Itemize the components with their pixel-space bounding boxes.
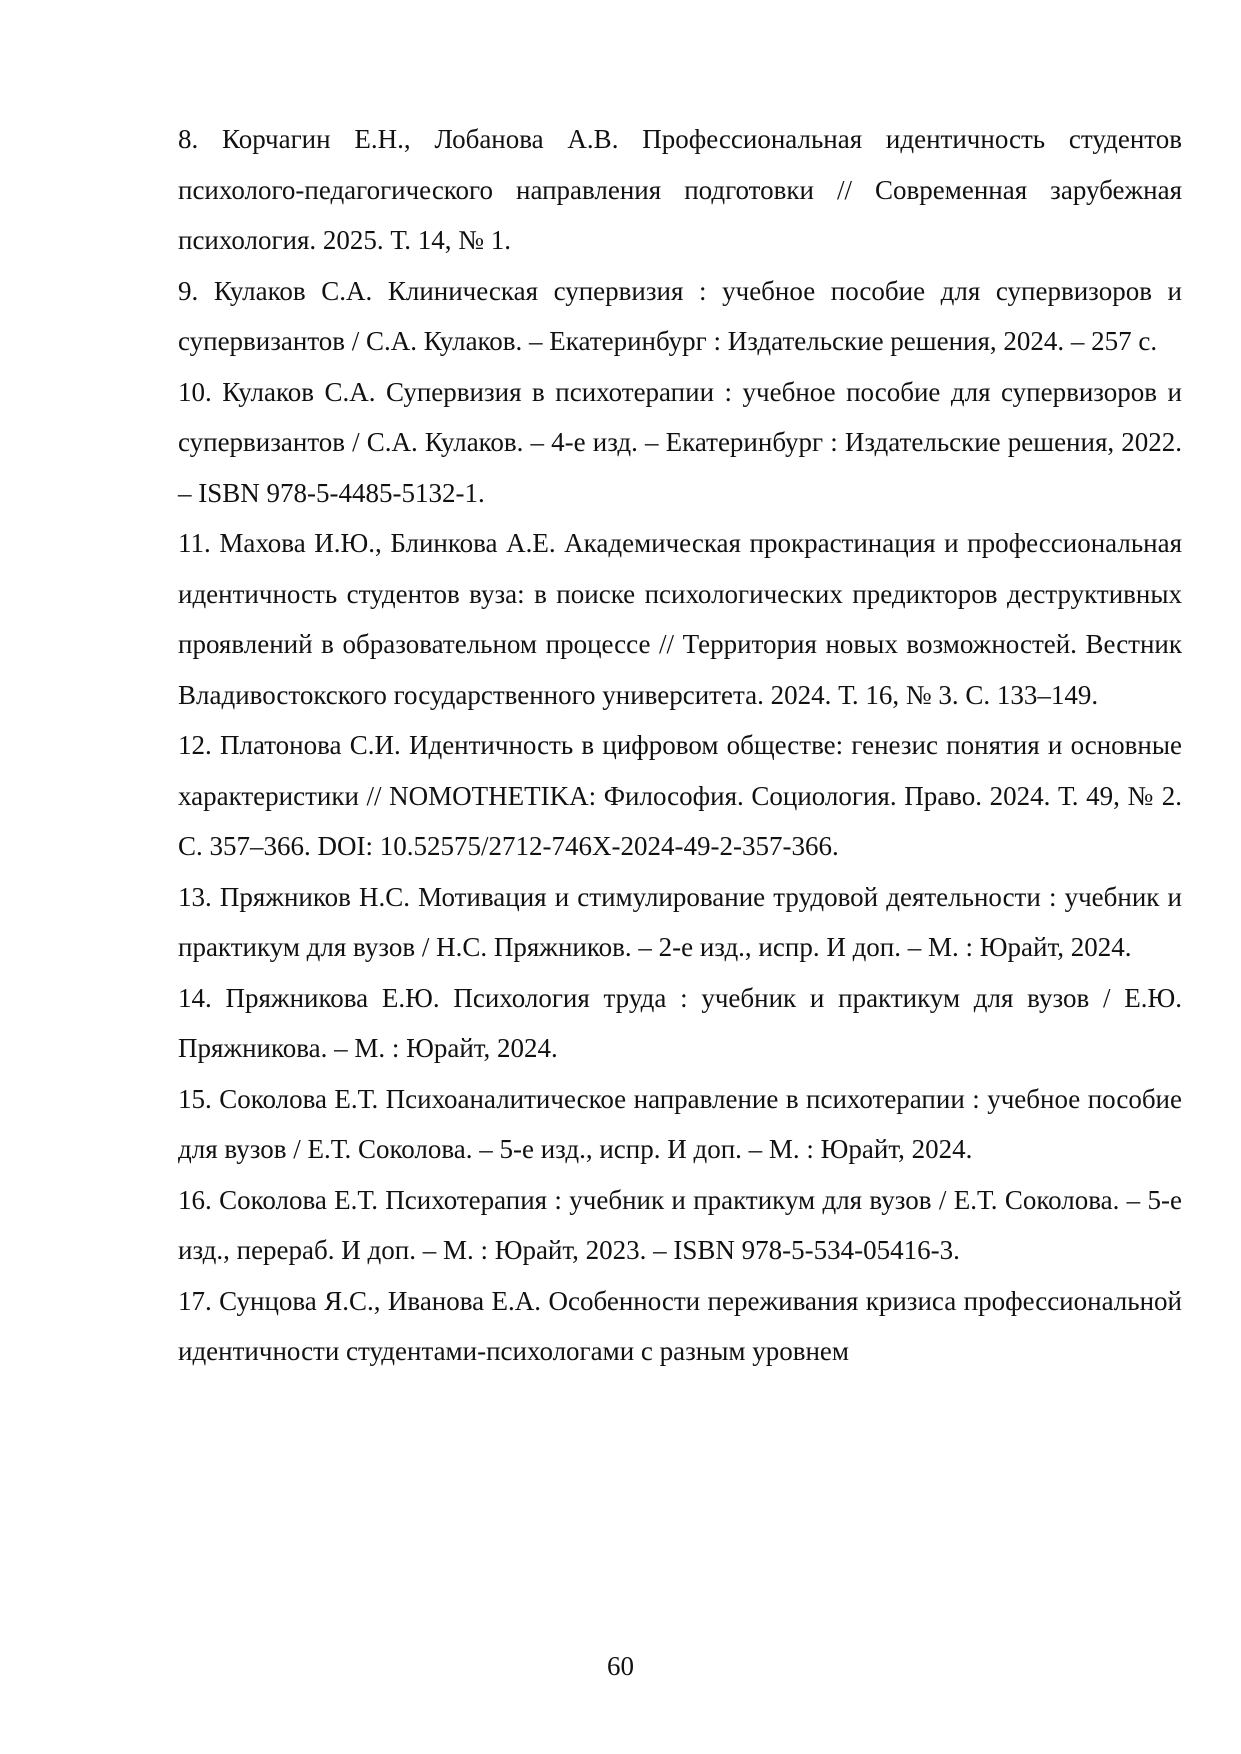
page-number: 60 bbox=[607, 1651, 634, 1681]
reference-item-16: 16. Соколова Е.Т. Психотерапия : учебник и практикум для вузов / Е.Т. Соколова. – 5-е изд., перераб. И доп. – М. : Юрайт, 2023. – ISBN 978-5-534-05416-3. bbox=[178, 1184, 1182, 1265]
reference-item-17: 17. Сунцова Я.С., Иванова Е.А. Особенности переживания кризиса профессиональной идентичности студентами-психологами с разным уровнем bbox=[178, 1285, 1182, 1366]
reference-item-11: 11. Махова И.Ю., Блинкова А.Е. Академическая прокрастинация и профессиональная идентичность студентов вуза: в поиске психологических предикторов деструктивных проявлений в образовательном процессе // Территория новых возможностей. Вестник Владивостокского государственного университета. 2024. Т. 16, № 3. С. 133–149. bbox=[178, 528, 1182, 710]
reference-item-8: 8. Корчагин Е.Н., Лобанова А.В. Профессиональная идентичность студентов психолого-педагогического направления подготовки // Современная зарубежная психология. 2025. Т. 14, № 1. bbox=[178, 124, 1182, 255]
reference-item-14: 14. Пряжникова Е.Ю. Психология труда : учебник и практикум для вузов / Е.Ю. Пряжникова. – М. : Юрайт, 2024. bbox=[178, 982, 1182, 1063]
reference-item-10: 10. Кулаков С.А. Супервизия в психотерапии : учебное пособие для супервизоров и супервизантов / С.А. Кулаков. – 4-е изд. – Екатеринбург : Издательские решения, 2022. – ISBN 978-5-4485-5132-1. bbox=[178, 376, 1182, 508]
reference-list bbox=[178, 114, 1182, 1377]
reference-item-12: 12. Платонова С.И. Идентичность в цифровом обществе: генезис понятия и основные характеристики // NOMOTHETIKA: Философия. Социология. Право. 2024. Т. 49, № 2. С. 357–366. DOI: 10.52575/2712-746X-2024-49-2-357-366. bbox=[178, 730, 1182, 861]
reference-item-13: 13. Пряжников Н.С. Мотивация и стимулирование трудовой деятельности : учебник и практикум для вузов / Н.С. Пряжников. – 2-е изд., испр. И доп. – М. : Юрайт, 2024. bbox=[178, 881, 1182, 962]
reference-item-15: 15. Соколова Е.Т. Психоаналитическое направление в психотерапии : учебное пособие для вузов / Е.Т. Соколова. – 5-е изд., испр. И доп. – М. : Юрайт, 2024. bbox=[178, 1083, 1182, 1164]
reference-item-9: 9. Кулаков С.А. Клиническая супервизия : учебное пособие для супервизоров и супервизантов / С.А. Кулаков. – Екатеринбург : Издательские решения, 2024. – 257 с. bbox=[178, 275, 1182, 356]
